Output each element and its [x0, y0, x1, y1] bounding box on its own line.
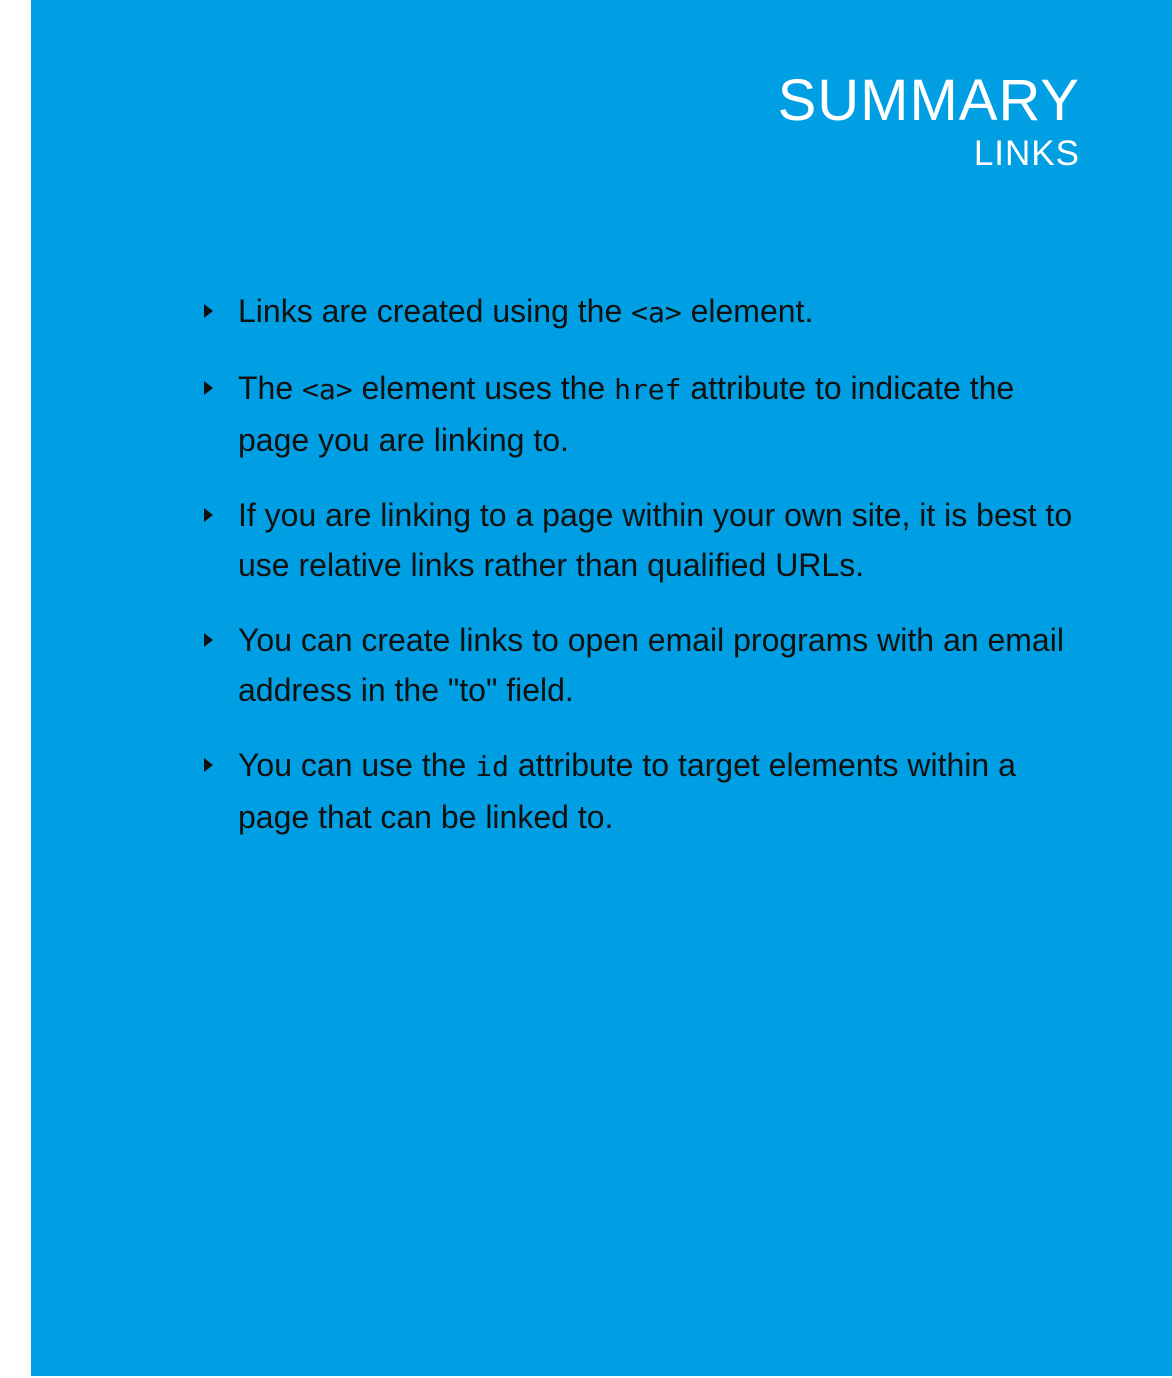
list-item: You can create links to open email programs with an email address in the "to" field. [238, 615, 1088, 715]
page-subtitle: LINKS [973, 134, 1080, 173]
code-href-attribute: href [614, 373, 682, 406]
triangle-bullet-icon [204, 304, 213, 318]
page-panel [31, 0, 1172, 1376]
page-title: SUMMARY [777, 68, 1080, 133]
triangle-bullet-icon [204, 508, 213, 522]
list-item: You can use the id attribute to target elements within a page that can be linked to. [238, 740, 1088, 842]
section-heading [778, 68, 1080, 174]
summary-list [238, 286, 1088, 867]
code-id-attribute: id [475, 750, 509, 783]
triangle-bullet-icon [204, 381, 213, 395]
list-item: The <a> element uses the href attribute to indicate the page you are linking to. [238, 363, 1088, 465]
code-a-element: <a> [631, 296, 682, 329]
triangle-bullet-icon [204, 758, 213, 772]
list-item: If you are linking to a page within your own site, it is best to use relative links rather than qualified URLs. [238, 490, 1088, 590]
code-a-element: <a> [302, 373, 353, 406]
triangle-bullet-icon [204, 633, 213, 647]
list-item: Links are created using the <a> element. [238, 286, 1088, 338]
